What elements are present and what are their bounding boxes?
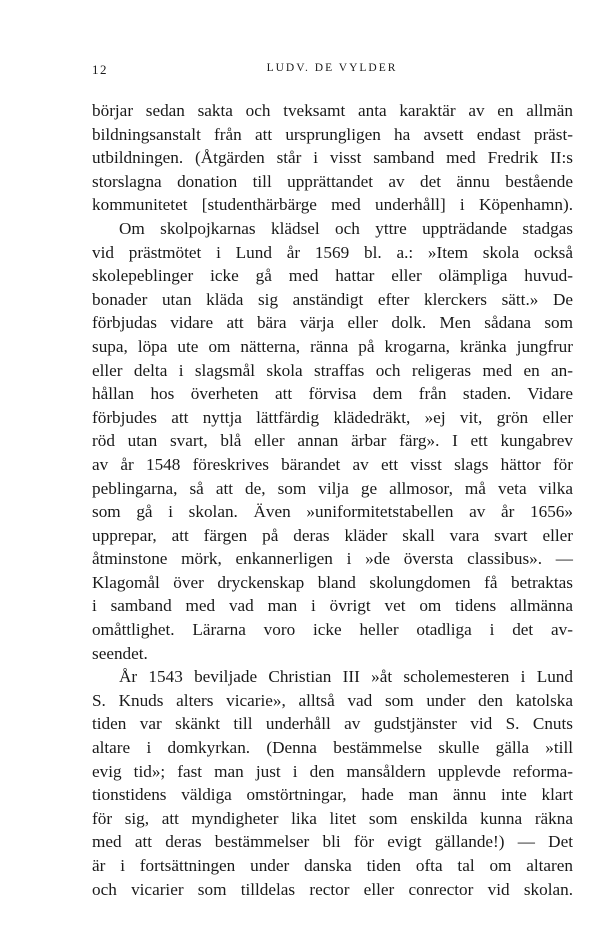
text-line: skolepeblinger icke gå med hattar eller olämpliga huvud- (92, 266, 573, 286)
text-line: hållan hos överheten att förvisa dem från staden. Vidare (92, 384, 573, 404)
text-line: evig tid»; fast man just i den mansåldern upplevde reforma- (92, 761, 573, 781)
text-line: Om skolpojkarnas klädsel och yttre uppträdande stadgas (119, 218, 573, 238)
text-line: är i fortsättningen under danska tiden ofta tal om altaren (92, 856, 573, 875)
text-line: År 1543 beviljade Christian III »åt scholemesteren i Lund (119, 667, 573, 687)
text-line: vid prästmötet i Lund år 1569 bl. a.: »Item skola också (92, 242, 573, 262)
text-line: med att deras bestämmelser bli för evigt gällande!) — Det (92, 832, 573, 852)
text-line: förbjudas vidare att bära värja eller dolk. Men sådana som (92, 313, 573, 333)
text-line: peblingarna, så att de, som vilja ge allmosor, må veta vilka (92, 478, 573, 498)
text-line: S. Knuds alters vicarie», alltså vad som under den katolska (92, 690, 573, 710)
text-line: upprepar, att färgen på deras kläder skall vara svart eller (92, 525, 573, 545)
text-line: seendet. (92, 643, 148, 663)
text-line: altare i domkyrkan. (Denna bestämmelse skulle gälla »till (92, 738, 573, 758)
body-text (92, 99, 573, 901)
text-line: i samband med vad man i övrigt vet om tidens allmänna (92, 596, 573, 616)
text-line: förbjudes att nyttja lättfärdig klädedräkt, »ej vit, grön eller (92, 407, 573, 427)
text-line: av år 1548 föreskrives bärandet av ett visst slags hättor för (92, 454, 573, 474)
text-line: omåttlighet. Lärarna voro icke heller otadliga i det av- (92, 620, 573, 640)
text-line: tionstidens väldiga omstörtningar, hade man ännu inte klart (92, 785, 573, 805)
text-line: Klagomål över dryckenskap bland skolungdomen få betraktas (92, 572, 573, 592)
text-line: som gå i skolan. Även »uniformitetstabellen av år 1656» (92, 502, 573, 522)
text-line: supa, löpa ute om nätterna, ränna på krogarna, kränka jungfrur (92, 336, 573, 356)
text-line: storslagna donation till upprättandet av det ännu bestående (92, 171, 573, 191)
text-line: tiden var skänkt till underhåll av gudstjänster vid S. Cnuts (92, 714, 573, 734)
text-line: röd utan svart, blå eller annan ärbar färg». I ett kungabrev (92, 431, 573, 451)
text-line: börjar sedan sakta och tveksamt anta karaktär av en allmän (92, 101, 573, 120)
text-line: kommunitetet [studenthärbärge med underhåll] i Köpenhamn). (92, 195, 573, 215)
text-line: och vicarier som tilldelas rector eller conrector vid skolan. (92, 879, 573, 899)
page-number: 12 (92, 62, 108, 77)
text-line: för sig, att myndigheter lika litet som enskilda kunna räkna (92, 808, 573, 828)
text-line: bonader utan kläda sig anständigt efter klerckers sätt.» De (92, 289, 573, 309)
running-title: LUDV. DE VYLDER (266, 62, 398, 74)
text-line: åtminstone mörk, enkannerligen i »de översta classibus». — (92, 549, 573, 569)
running-head (92, 62, 572, 82)
text-line: utbildningen. (Åtgärden står i visst samband med Fredrik II:s (92, 148, 573, 168)
text-line: eller delta i slagsmål skola straffas och religeras med en an- (92, 360, 573, 380)
text-line: bildningsanstalt från att ursprungligen ha avsett endast präst- (92, 124, 573, 144)
